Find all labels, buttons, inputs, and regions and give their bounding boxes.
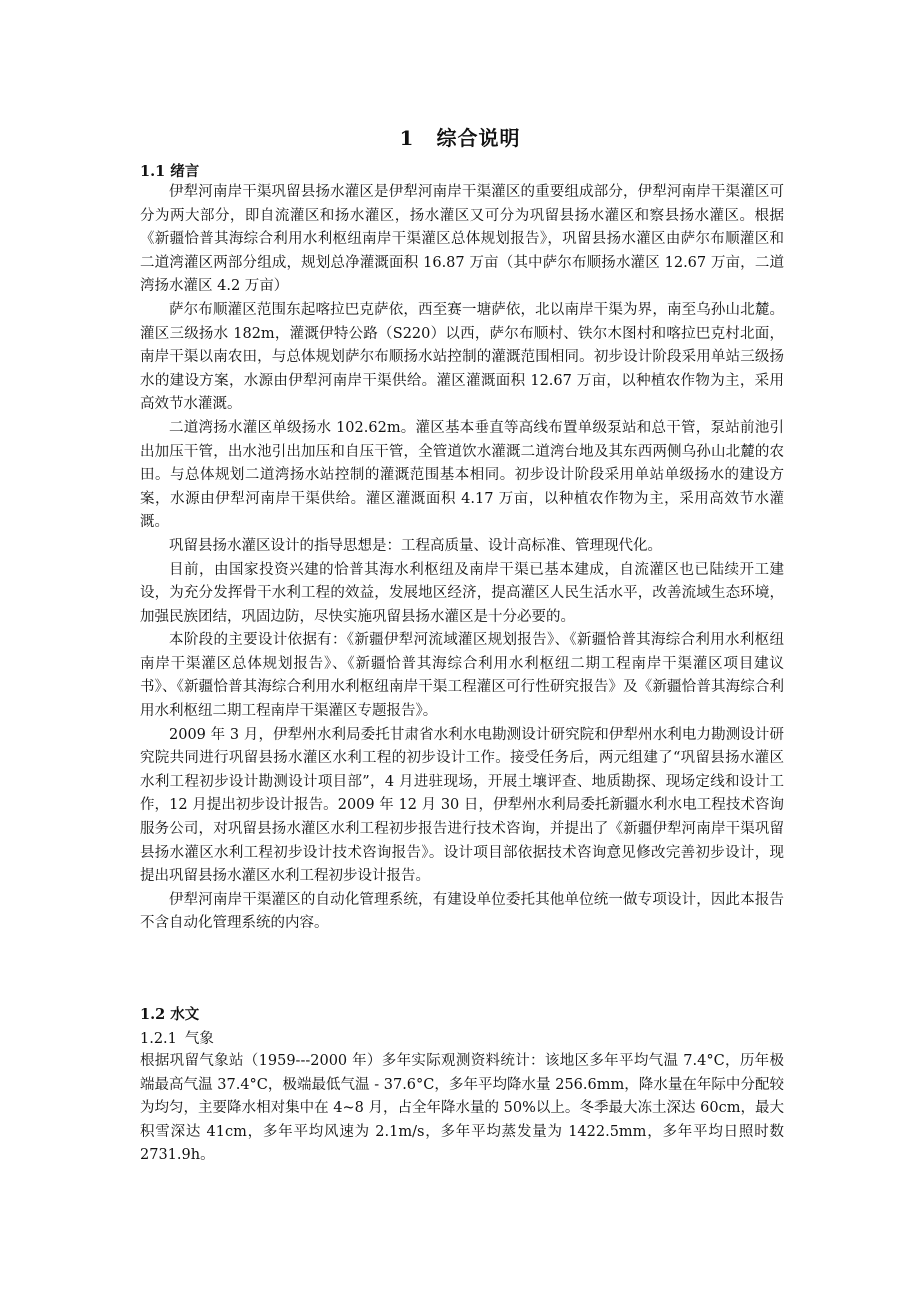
subsection-number: 1.2.1 <box>140 1031 177 1047</box>
subsection-title: 气象 <box>184 1031 214 1047</box>
paragraph: 伊犁河南岸干渠巩留县扬水灌区是伊犁河南岸干渠灌区的重要组成部分，伊犁河南岸干渠灌区可分为两大部分，即自流灌区和扬水灌区，扬水灌区又可分为巩留县扬水灌区和察县扬水灌区。根据《新疆恰普其海综合利用水利枢纽南岸干渠灌区总体规划报告》，巩留县扬水灌区由萨尔布顺灌区和二道湾灌区两部分组成，规划总净灌溉面积 16.87 万亩（其中萨尔布顺扬水灌区 12.67 万亩，二道湾扬水灌区 4.2 万亩） <box>140 184 784 295</box>
section-heading-1-2: 1.2 水文 <box>140 1006 200 1023</box>
chapter-title-text: 综合说明 <box>436 126 521 150</box>
paragraph: 伊犁河南岸干渠灌区的自动化管理系统，有建设单位委托其他单位统一做专项设计，因此本报告不含自动化管理系统的内容。 <box>140 891 784 932</box>
section-1-2-1-body <box>140 1050 784 1168</box>
paragraph: 二道湾扬水灌区单级扬水 102.62m。灌区基本垂直等高线布置单级泵站和总干管，泵站前池引出加压干管，出水池引出加压和自压干管，全管道饮水灌溉二道湾台地及其东西两侧乌孙山北麓的农田。与总体规划二道湾扬水站控制的灌溉范围基本相同。初步设计阶段采用单站单级扬水的建设方案，水源由伊犁河南岸干渠供给。灌区灌溉面积 4.17 万亩，以种植农作物为主，采用高效节水灌溉。 <box>140 419 784 531</box>
paragraph: 目前，由国家投资兴建的恰普其海水利枢纽及南岸干渠已基本建成，自流灌区也已陆续开工建设，为充分发挥骨干水利工程的效益，发展地区经济，提高灌区人民生活水平，改善流域生态环境，加强民族团结，巩固边防，尽快实施巩留县扬水灌区是十分必要的。 <box>140 561 784 625</box>
paragraph: 本阶段的主要设计依据有：《新疆伊犁河流域灌区规划报告》、《新疆恰普其海综合利用水利枢纽南岸干渠灌区总体规划报告》、《新疆恰普其海综合利用水利枢纽二期工程南岸干渠灌区项目建议书》、《新疆恰普其海综合利用水利枢纽南岸干渠工程灌区可行性研究报告》及《新疆恰普其海综合利用水利枢纽二期工程南岸干渠灌区专题报告》。 <box>140 632 784 720</box>
paragraph: 巩留县扬水灌区设计的指导思想是：工程高质量、设计高标准、管理现代化。 <box>169 537 662 554</box>
paragraph: 根据巩留气象站（1959---2000 年）多年实际观测资料统计：该地区多年平均气温 7.4°C，历年极端最高气温 37.4°C，极端最低气温 - 37.6°C，多年平均降水量 256.6mm，降水量在年际中分配较为均匀，主要降水相对集中在 4~8 月，占全年降水量的 50%以上。冬季最大冻土深达 60cm，最大积雪深达 41cm，多年平均风速为 2.1m/s，多年平均蒸发量为 1422.5mm，多年平均日照时数 2731.9h。 <box>140 1053 784 1164</box>
section-1-1-body <box>140 181 784 936</box>
chapter-title <box>0 122 920 151</box>
chapter-number: 1 <box>399 126 415 150</box>
section-heading-1-1: 1.1 绪言 <box>140 163 200 180</box>
subsection-heading-1-2-1 <box>140 1027 214 1048</box>
paragraph: 萨尔布顺灌区范围东起喀拉巴克萨依，西至赛一塘萨依，北以南岸干渠为界，南至乌孙山北麓。灌区三级扬水 182m，灌溉伊特公路（S220）以西，萨尔布顺村、铁尔木图村和喀拉巴克村北面，南岸干渠以南农田，与总体规划萨尔布顺扬水站控制的灌溉范围相同。初步设计阶段采用单站三级扬水的建设方案，水源由伊犁河南岸干渠供给。灌区灌溉面积 12.67 万亩，以种植农作物为主，采用高效节水灌溉。 <box>140 301 784 413</box>
paragraph: 2009 年 3 月，伊犁州水利局委托甘肃省水利水电勘测设计研究院和伊犁州水利电力勘测设计研究院共同进行巩留县扬水灌区水利工程的初步设计工作。接受任务后，两元组建了“巩留县扬水灌区水利工程初步设计勘测设计项目部”，4 月进驻现场，开展土壤评查、地质勘探、现场定线和设计工作，12 月提出初步设计报告。2009 年 12 月 30 日，伊犁州水利局委托新疆水利水电工程技术咨询服务公司，对巩留县扬水灌区水利工程初步报告进行技术咨询，并提出了《新疆伊犁河南岸干渠巩留县扬水灌区水利工程初步设计技术咨询报告》。设计项目部依据技术咨询意见修改完善初步设计，现提出巩留县扬水灌区水利工程初步设计报告。 <box>140 726 784 885</box>
